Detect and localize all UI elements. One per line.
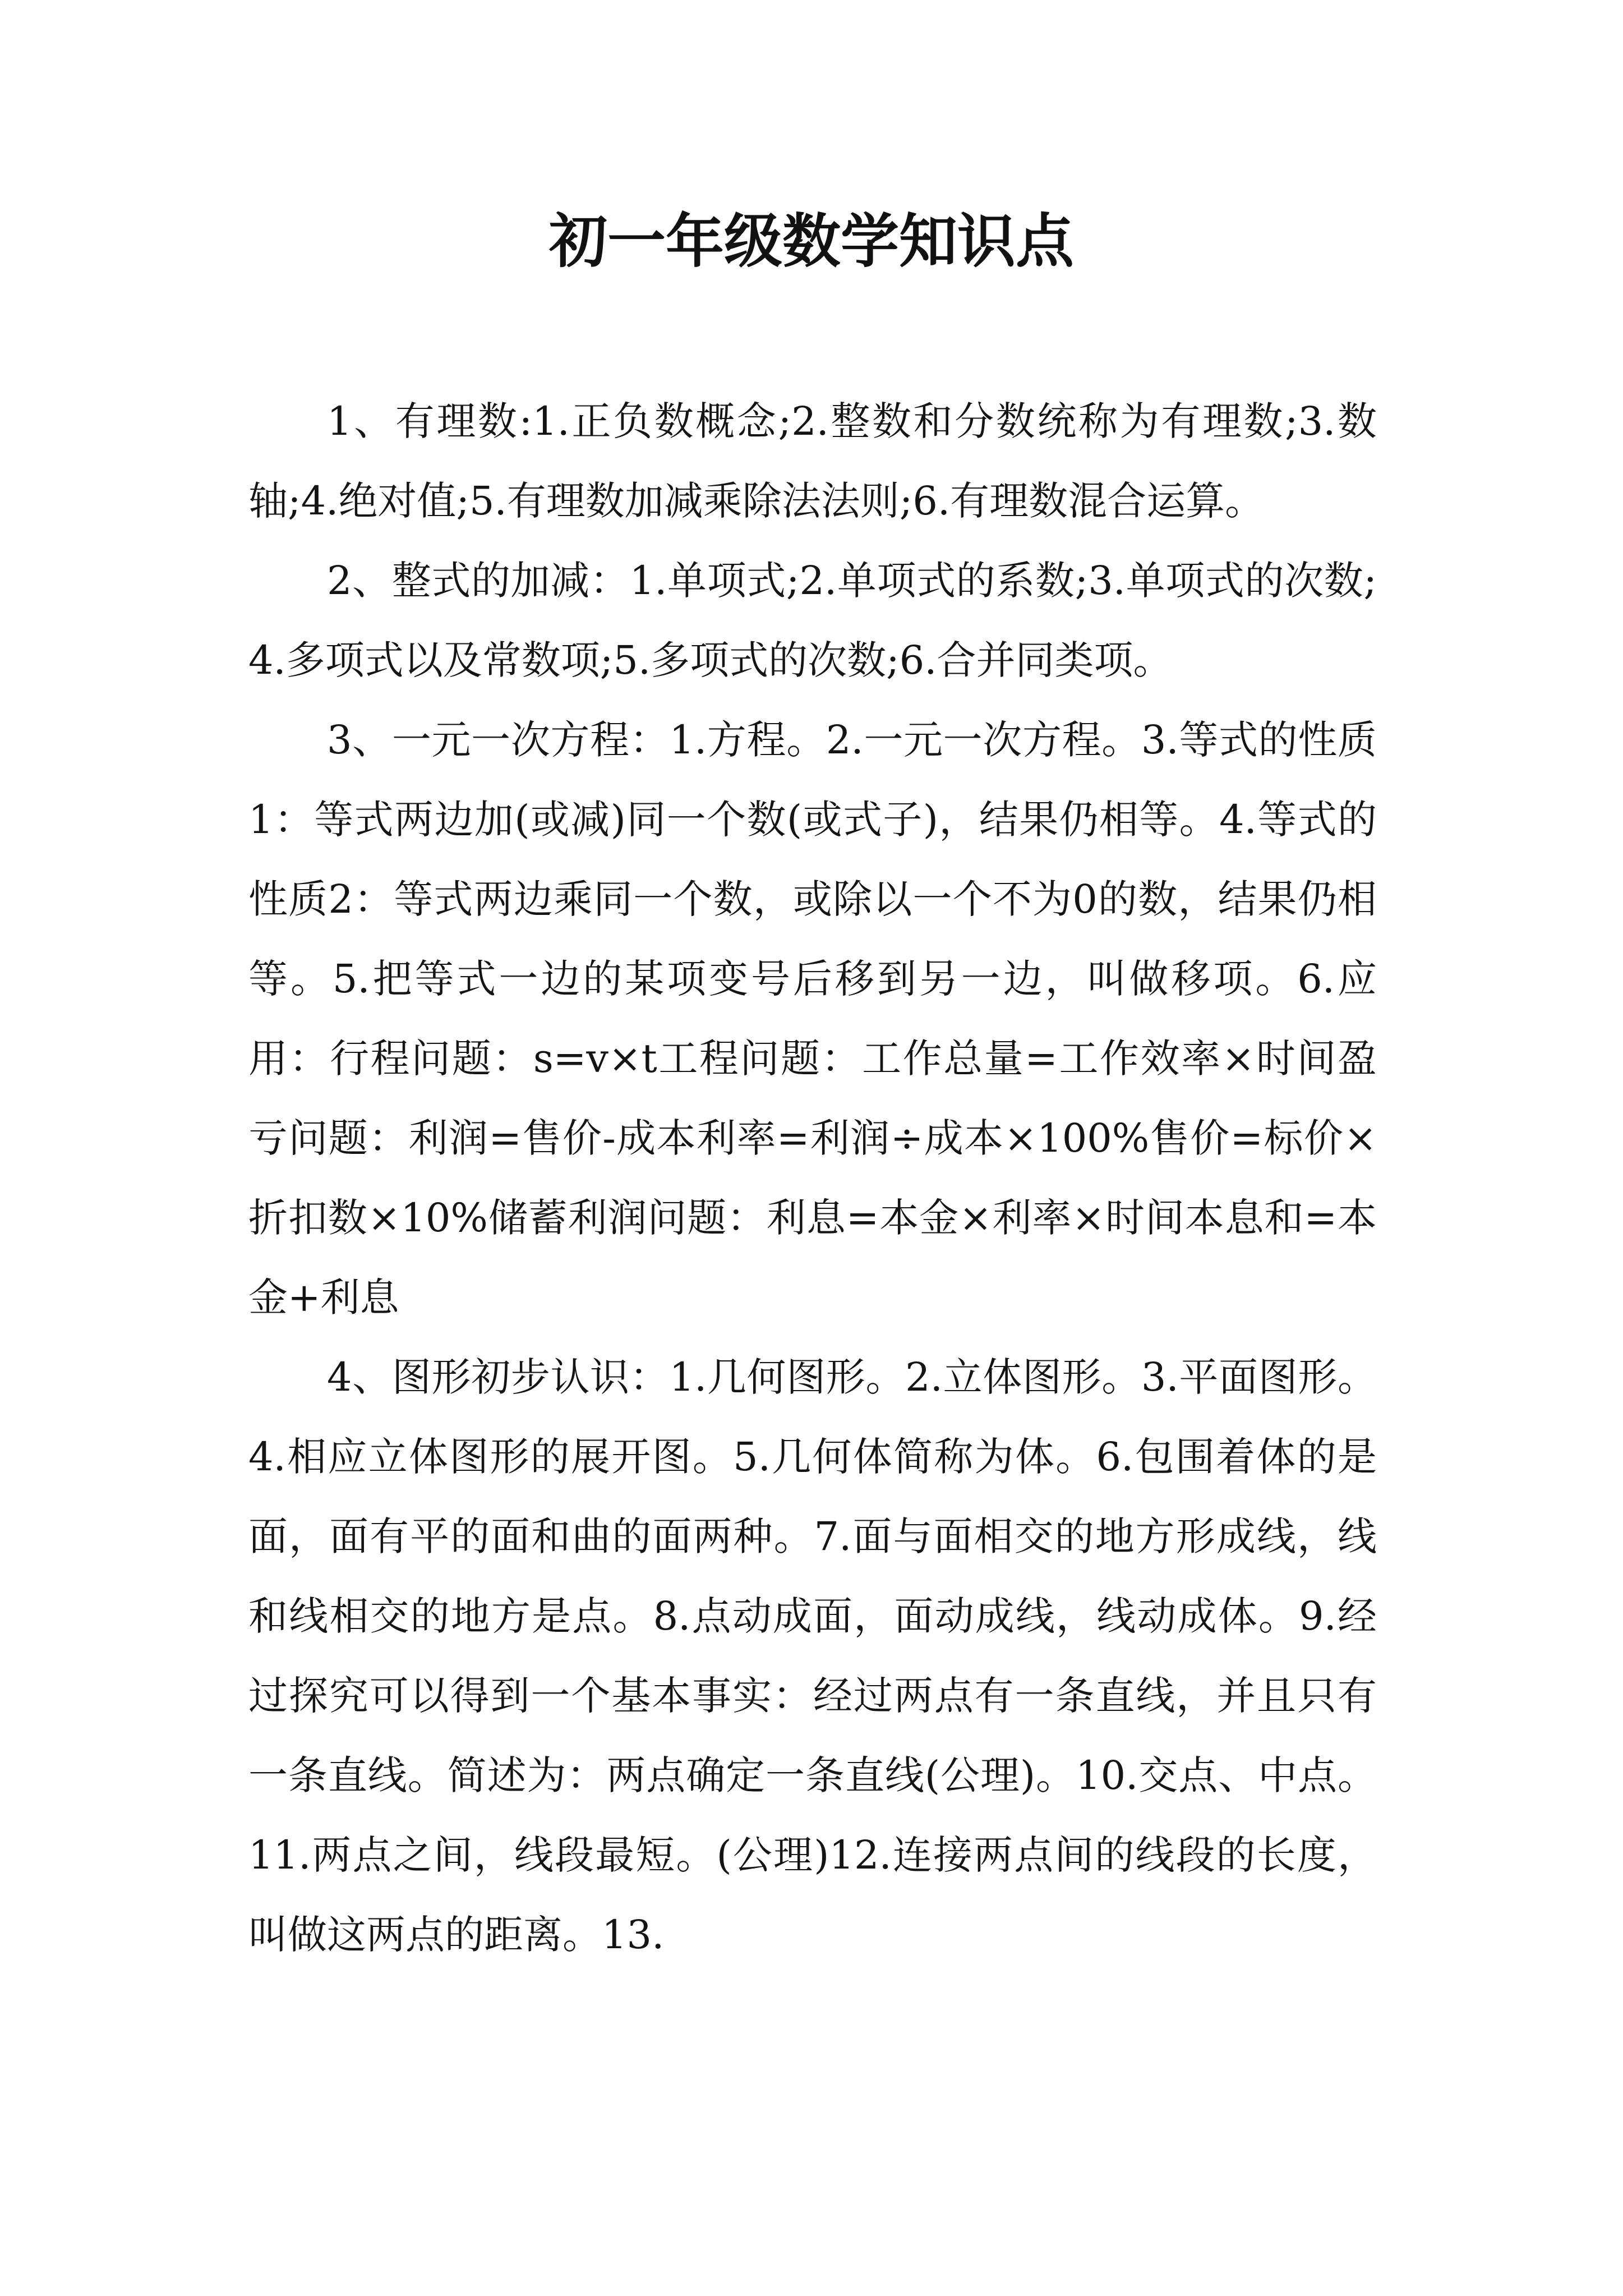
paragraph-geometry-basics: 4、图形初步认识：1.几何图形。2.立体图形。3.平面图形。4.相应立体图形的展开图。5.几何体简称为体。6.包围着体的是面，面有平的面和曲的面两种。7.面与面相交的地方形成线，线和线相交的地方是点。8.点动成面，面动成线，线动成体。9.经过探究可以得到一个基本事实：经过两点有一条直线，并且只有一条直线。简述为：两点确定一条直线(公理)。10.交点、中点。11.两点之间，线段最短。(公理)12.连接两点间的线段的长度，叫做这两点的距离。13. [248,1354,1377,1958]
paragraph-linear-equations: 3、一元一次方程：1.方程。2.一元一次方程。3.等式的性质1：等式两边加(或减)同一个数(或式子)，结果仍相等。4.等式的性质2：等式两边乘同一个数，或除以一个不为0的数，结果仍相等。5.把等式一边的某项变号后移到另一边，叫做移项。6.应用：行程问题：s=v×t工程问题：工作总量=工作效率×时间盈亏问题：利润=售价-成本利率=利润÷成本×100%售价=标价×折扣数×10%储蓄利润问题：利息=本金×利率×时间本息和=本金+利息 [248,717,1377,1320]
document-title: 初一年级数学知识点 [548,207,1074,275]
paragraph-rational-numbers: 1、有理数:1.正负数概念;2.整数和分数统称为有理数;3.数轴;4.绝对值;5.有理数加减乘除法法则;6.有理数混合运算。 [248,398,1377,524]
document-body [248,381,1377,1975]
paragraph-polynomials: 2、整式的加减：1.单项式;2.单项式的系数;3.单项式的次数;4.多项式以及常数项;5.多项式的次数;6.合并同类项。 [248,558,1377,683]
